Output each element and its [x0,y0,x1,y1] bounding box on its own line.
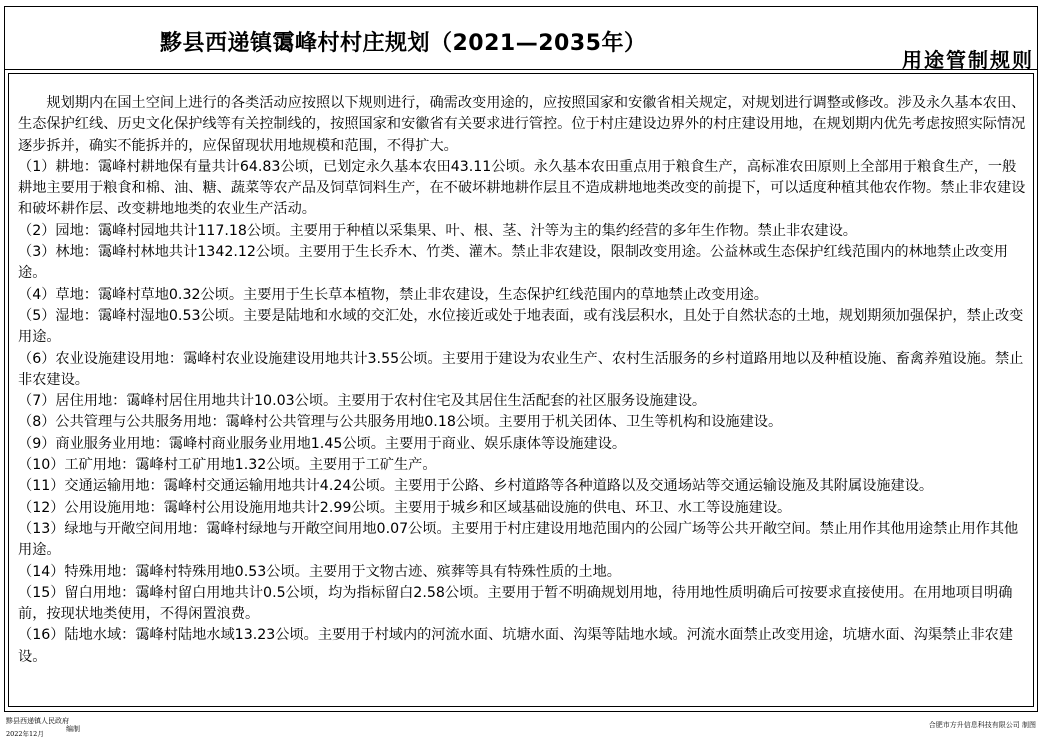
rule-item-15: （15）留白用地：霭峰村留白用地共计0.5公顷，均为指标留白2.58公顷。主要用于暂不明确规划用地，待用地性质明确后可按要求直接使用。在用地项目明确前，按现状地类使用，不得闲置浪费。 [18,584,1013,623]
rule-item-5: （5）湿地：霭峰村湿地0.53公顷。主要是陆地和水域的交汇处，水位接近或处于地表面，或有浅层积水，且处于自然状态的土地，规划期须加强保护，禁止改变用途。 [18,307,1024,346]
rule-item-3: （3）林地：霭峰村林地共计1342.12公顷。主要用于生长乔木、竹类、灌木。禁止非农建设，限制改变用途。公益林或生态保护红线范围内的林地禁止改变用途。 [18,244,1008,282]
rule-item-11: （11）交通运输用地：霭峰村交通运输用地共计4.24公顷。主要用于公路、乡村道路等各种道路以及交通场站等交通运输设施及其附属设施建设。 [18,478,934,495]
page-title: 黟县西递镇霭峰村村庄规划（2021—2035年） [160,31,647,56]
rule-item-6: （6）农业设施建设用地：霭峰村农业设施建设用地共计3.55公顷。主要用于建设为农业生产、农村生活服务的乡村道路用地以及种植设施、畜禽养殖设施。禁止非农建设。 [18,350,1024,388]
rule-item-7: （7）居住用地：霭峰村居住用地共计10.03公顷。主要用于农村住宅及其居住生活配套的社区服务设施建设。 [18,393,707,410]
rule-item-4: （4）草地：霭峰村草地0.32公顷。主要用于生长草本植物，禁止非农建设，生态保护红线范围内的草地禁止改变用途。 [18,286,768,303]
rule-item-12: （12）公用设施用地：霭峰村公用设施用地共计2.99公顷。主要用于城乡和区域基础设施的供电、环卫、水工等设施建设。 [18,499,792,516]
intro-paragraph: 规划期内在国土空间上进行的各类活动应按照以下规则进行，确需改变用途的，应按照国家和安徽省相关规定，对规划进行调整或修改。涉及永久基本农田、生态保护红线、历史文化保护线等有关控制线的，按照国家和安徽省有关要求进行管控。位于村庄建设边界外的村庄建设用地，在规划期内优先考虑按照实际情况逐步拆并，确实不能拆并的，应保留现状用地规模和范围，不得扩大。 [18,95,1026,154]
footer-edit-label: 编制 [66,725,80,733]
header-divider [4,69,1038,70]
rule-item-10: （10）工矿用地：霭峰村工矿用地1.32公顷。主要用于工矿生产。 [18,457,437,474]
rule-item-9: （9）商业服务业用地：霭峰村商业服务业用地1.45公顷。主要用于商业、娱乐康体等设施建设。 [18,435,627,452]
section-label: 用途管制规则 [902,48,1034,72]
footer-producer: 合肥市方升信息科技有限公司 制图 [928,721,1036,729]
rule-item-2: （2）园地：霭峰村园地共计117.18公顷。主要用于种植以采集果、叶、根、茎、汁等为主的集约经营的多年生作物。禁止非农建设。 [18,222,857,239]
rule-item-13: （13）绿地与开敞空间用地：霭峰村绿地与开敞空间用地0.07公顷。主要用于村庄建设用地范围内的公园广场等公共开敞空间。禁止用作其他用途禁止用作其他用途。 [18,520,1019,559]
rule-item-16: （16）陆地水域：霭峰村陆地水域13.23公顷。主要用于村域内的河流水面、坑塘水面、沟渠等陆地水域。河流水面禁止改变用途，坑塘水面、沟渠禁止非农建设。 [18,627,1014,665]
rule-item-14: （14）特殊用地：霭峰村特殊用地0.53公顷。主要用于文物古迹、殡葬等具有特殊性质的土地。 [18,563,621,580]
footer-date: 2022年12月 [6,730,44,738]
rule-item-1: （1）耕地：霭峰村耕地保有量共计64.83公顷，已划定永久基本农田43.11公顷。永久基本农田重点用于粮食生产，高标准农田原则上全部用于粮食生产，一般耕地主要用于粮食和棉、油、糖、蔬菜等农产品及饲草饲料生产，在不破坏耕地耕作层且不造成耕地地类改变的前提下，可以适度种植其他农作物。禁止非农建设和破坏耕作层、改变耕地地类的农业生产活动。 [18,158,1026,218]
footer-issuer: 黟县西递镇人民政府 [6,717,69,725]
rule-item-8: （8）公共管理与公共服务用地：霭峰村公共管理与公共服务用地0.18公顷。主要用于机关团体、卫生等机构和设施建设。 [18,414,783,431]
rules-text [18,93,1030,668]
